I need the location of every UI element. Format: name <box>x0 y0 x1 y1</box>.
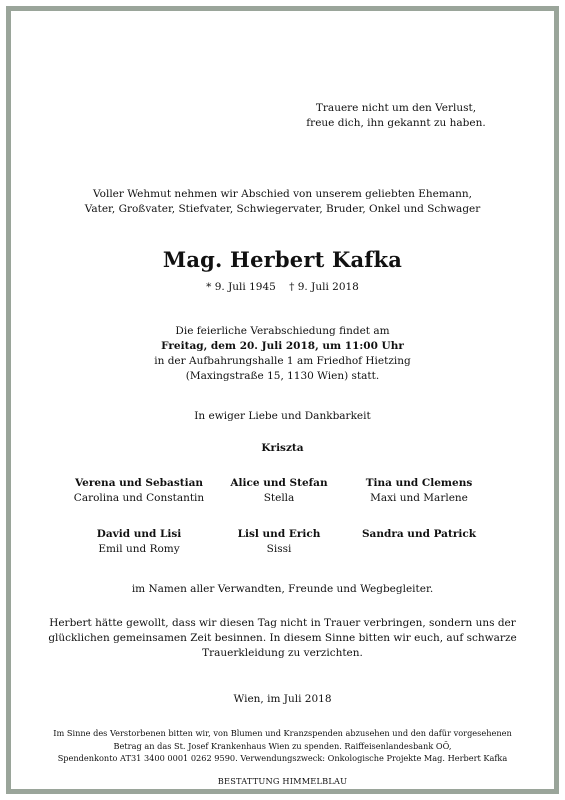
life-dates: * 9. Juli 1945 † 9. Juli 2018 <box>206 281 359 293</box>
donation-line-3: Spendenkonto AT31 3400 0001 0262 9590. Verwendungszweck: Onkologische Projekte Mag. Herbert Kafka <box>57 753 508 763</box>
mourners-intro: In ewiger Liebe und Dankbarkeit <box>194 410 371 422</box>
family-children: Maxi und Marlene <box>370 492 468 504</box>
family-names: Tina und Clemens <box>365 477 473 489</box>
family-names: Sandra und Patrick <box>361 528 477 540</box>
donation-note <box>11 727 554 765</box>
notice-frame <box>6 6 559 794</box>
intro-line-2: Vater, Großvater, Stiefvater, Schwiegervater, Bruder, Onkel und Schwager <box>84 203 481 215</box>
message-line-2: glücklichen gemeinsamen Zeit besinnen. In diesem Sinne bitten wir euch, auf schwarze <box>48 632 517 644</box>
family-names: Alice und Stefan <box>230 477 328 489</box>
donation-line-2: Betrag an das St. Josef Krankenhaus Wien zu spenden. Raiffeisenlandesbank OÖ, <box>113 740 452 751</box>
family-children: Carolina und Constantin <box>73 492 205 504</box>
ceremony-address: (Maxingstraße 15, 1130 Wien) statt. <box>185 370 380 382</box>
ceremony-date-time: Freitag, dem 20. Juli 2018, um 11:00 Uhr <box>161 340 404 352</box>
family-group <box>329 476 509 506</box>
family-message <box>11 616 554 661</box>
family-names: Verena und Sebastian <box>74 477 204 489</box>
quote-line-2: freue dich, ihn gekannt zu haben. <box>306 117 486 129</box>
family-group <box>329 527 509 542</box>
family-names: Lisl und Erich <box>237 528 321 540</box>
family-children: Sissi <box>266 543 292 555</box>
intro-line-1: Voller Wehmut nehmen wir Abschied von unserem geliebten Ehemann, <box>93 188 472 200</box>
spouse-name: Kriszta <box>261 442 304 454</box>
message-line-3: Trauerkleidung zu verzichten. <box>202 647 363 659</box>
undertaker-name: BESTATTUNG HIMMELBLAU <box>217 776 348 786</box>
donation-line-1: Im Sinne des Verstorbenen bitten wir, von Blumen und Kranzspenden abzusehen und den dafür vorgesehenen <box>53 728 512 738</box>
deceased-name: Mag. Herbert Kafka <box>162 247 403 272</box>
message-line-1: Herbert hätte gewollt, dass wir diesen Tag nicht in Trauer verbringen, sondern uns der <box>49 617 516 629</box>
other-mourners: im Namen aller Verwandten, Freunde und Wegbegleiter. <box>131 583 434 595</box>
ceremony-details <box>11 324 554 384</box>
family-children: Emil und Romy <box>98 543 180 555</box>
family-names: David und Lisi <box>96 528 182 540</box>
quote-line-1: Trauere nicht um den Verlust, <box>315 102 477 114</box>
ceremony-location: in der Aufbahrungshalle 1 am Friedhof Hietzing <box>154 355 411 367</box>
family-children: Stella <box>263 492 295 504</box>
place-date: Wien, im Juli 2018 <box>233 693 332 705</box>
quote <box>281 101 511 131</box>
intro-text <box>11 187 554 217</box>
ceremony-line-1: Die feierliche Verabschiedung findet am <box>175 325 390 337</box>
